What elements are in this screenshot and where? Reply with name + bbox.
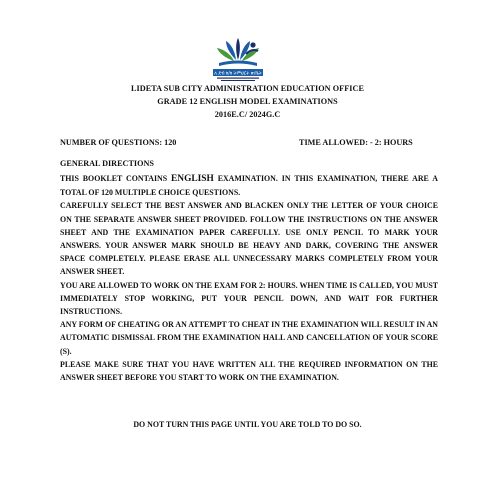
exam-year: 2016E.C/ 2024G.C xyxy=(214,110,281,119)
direction-paragraph-4: ANY FORM OF CHEATING OR AN ATTEMPT TO CHEAT IN THE EXAMINATION WILL RESULT IN AN AUTOMATIC DISMISSAL FROM THE EXAMINATION HALL AND CANCELLATION OF YOUR SCORE (S). xyxy=(60,320,438,356)
direction-paragraph-1 xyxy=(60,172,438,199)
logo-caption: ለ ደብ ክ/ከ ትምህርት ጽ/ቤት xyxy=(214,71,262,77)
do-not-turn-notice: DO NOT TURN THIS PAGE UNTIL YOU ARE TOLD TO DO SO. xyxy=(133,420,362,429)
direction-paragraph-3: YOU ARE ALLOWED TO WORK ON THE EXAM FOR 2: HOURS. WHEN TIME IS CALLED, YOU MUST IMMEDIATELY STOP WORKING, PUT YOUR PENCIL DOWN, AND WAIT FOR FURTHER INSTRUCTIONS. xyxy=(60,280,438,317)
number-of-questions: NUMBER OF QUESTIONS: 120 xyxy=(60,138,177,147)
direction-1-text-c: EXAMINATION. IN THIS EXAMINATION, THERE ARE A TOTAL OF 120 MULTIPLE CHOICE QUESTIONS. xyxy=(60,174,438,198)
direction-1-text-a: THIS BOOKLET CONTAINS xyxy=(60,174,172,183)
directions-body xyxy=(60,172,438,384)
exam-title: GRADE 12 ENGLISH MODEL EXAMINATIONS xyxy=(157,97,338,106)
education-office-logo xyxy=(205,36,271,86)
general-directions-heading: GENERAL DIRECTIONS xyxy=(60,159,154,168)
office-title: LIDETA SUB CITY ADMINISTRATION EDUCATION OFFICE xyxy=(131,84,364,93)
direction-paragraph-2: CAREFULLY SELECT THE BEST ANSWER AND BLACKEN ONLY THE LETTER OF YOUR CHOICE ON THE SEPARATE ANSWER SHEET PROVIDED. FOLLOW THE INSTRUCTIONS ON THE ANSWER SHEET AND THE EXAMINATION PAPER CAREFULLY. USE ONLY PENCIL TO MARK YOUR ANSWERS. YOUR ANSWER MARK SHOULD BE HEAVY AND DARK, COVERING THE ANSWER SPACE COMPLETELY. PLEASE ERASE ALL UNNECESSARY MARKS COMPLETELY FROM YOUR ANSWER SHEET. xyxy=(60,201,438,277)
direction-paragraph-5: PLEASE MAKE SURE THAT YOU HAVE WRITTEN ALL THE REQUIRED INFORMATION ON THE ANSWER SHEET BEFORE YOU START TO WORK ON THE EXAMINATION. xyxy=(60,359,438,383)
subject-name: ENGLISH xyxy=(171,174,214,184)
time-allowed: TIME ALLOWED: - 2: HOURS xyxy=(299,138,413,147)
